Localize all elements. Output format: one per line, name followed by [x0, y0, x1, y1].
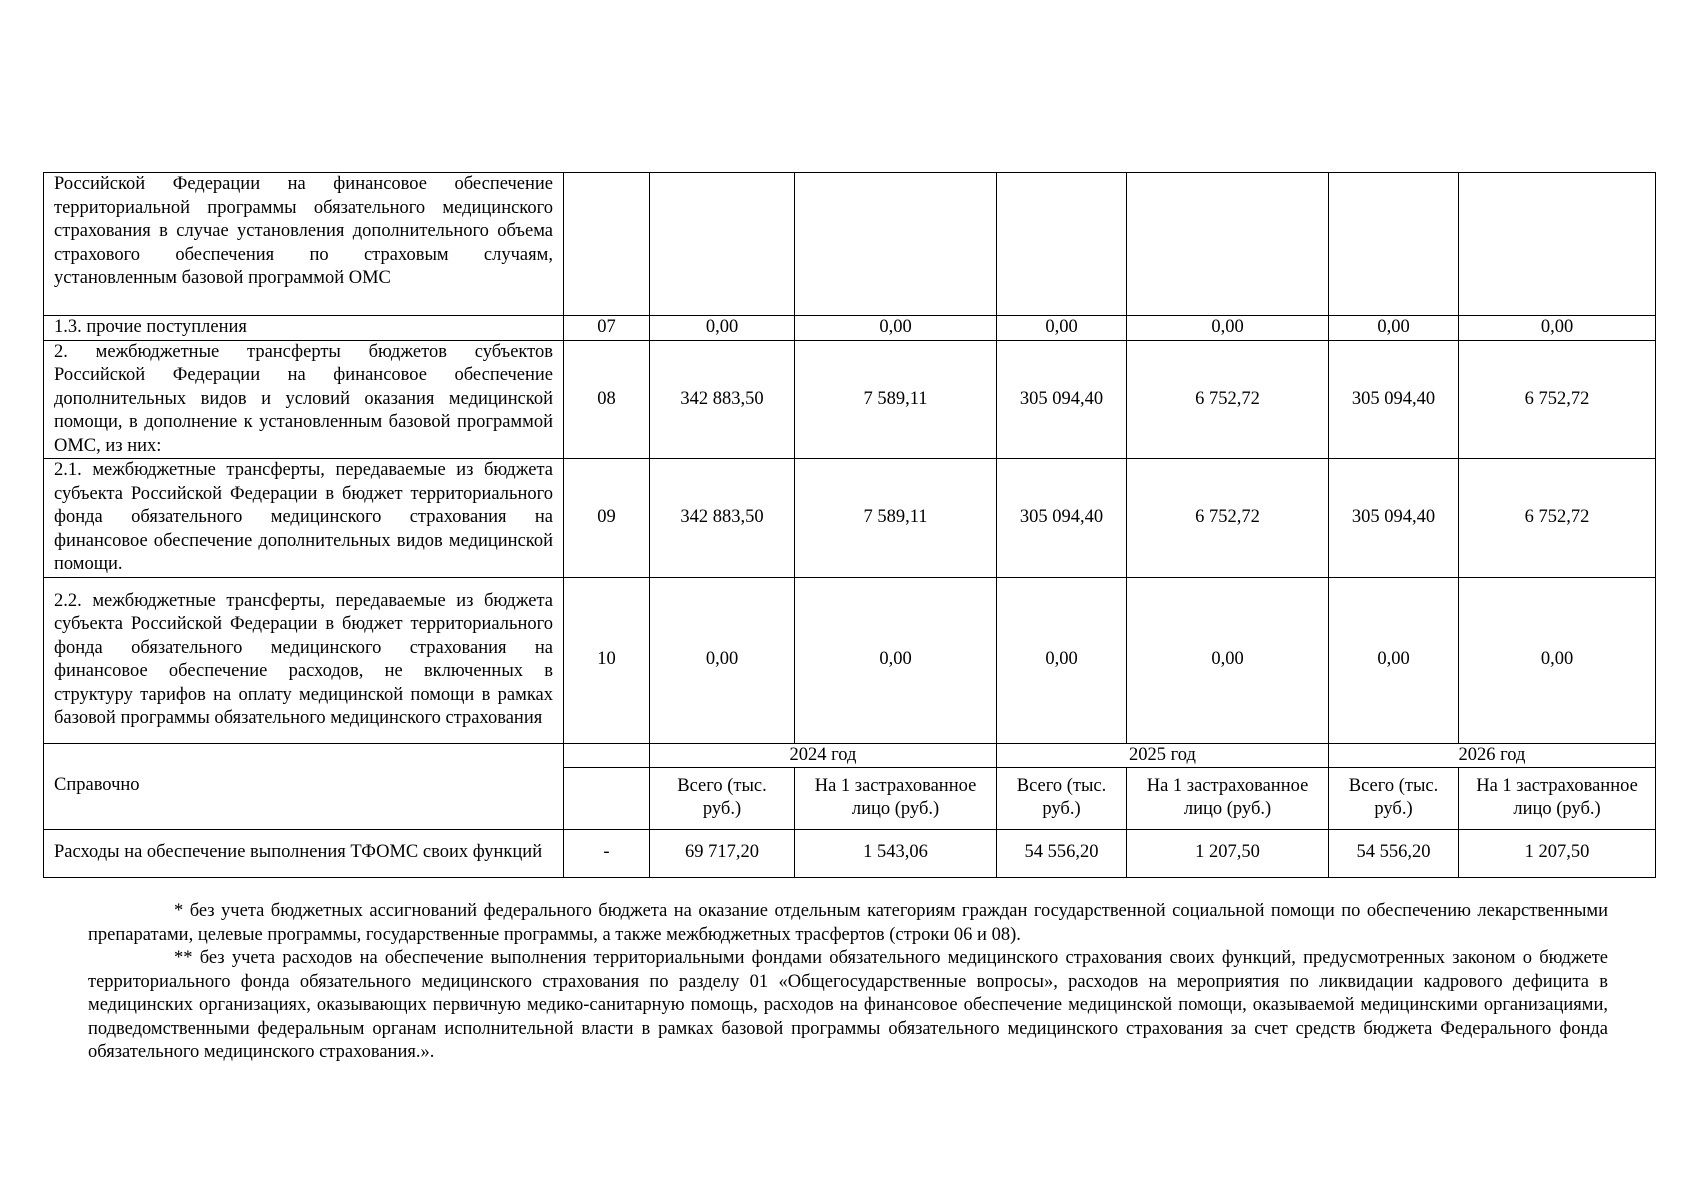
- value-2025-per-person: 0,00: [1127, 577, 1329, 743]
- header-2026-total: Всего (тыс. руб.): [1329, 767, 1459, 829]
- value-2024-per-person: 7 589,11: [795, 340, 997, 459]
- year-2024-header: 2024 год: [650, 743, 997, 767]
- value-2024-per-person: 0,00: [795, 577, 997, 743]
- value-2024-per-person: 7 589,11: [795, 459, 997, 578]
- value-2025-total: 305 094,40: [997, 340, 1127, 459]
- table-row-09: [44, 459, 1656, 578]
- header-2025-total: Всего (тыс. руб.): [997, 767, 1127, 829]
- footnote-1: * без учета бюджетных ассигнований федерального бюджета на оказание отдельным категориям граждан государственной социальной помощи по обеспечению лекарственными препаратами, целевые программы, государственные программы, а также межбюджетных трасфертов (строки 06 и 08).: [88, 901, 1608, 945]
- value-2024-total: 0,00: [650, 577, 795, 743]
- header-2025-per-person: На 1 застрахованное лицо (руб.): [1127, 767, 1329, 829]
- row-code: 09: [564, 459, 650, 578]
- value-2026-per-person: 1 207,50: [1459, 829, 1656, 877]
- value-2026-total: 305 094,40: [1329, 340, 1459, 459]
- table-row-08: [44, 340, 1656, 459]
- value-2025-per-person: 6 752,72: [1127, 459, 1329, 578]
- row-description: Расходы на обеспечение выполнения ТФОМС своих функций: [44, 829, 564, 877]
- value-2026-per-person: 6 752,72: [1459, 459, 1656, 578]
- row-description: 2.1. межбюджетные трансферты, передаваемые из бюджета субъекта Российской Федерации в бюджет территориального фонда обязательного медицинского страхования на финансовое обеспечение дополнительных видов медицинской помощи.: [44, 459, 564, 578]
- header-2026-per-person: На 1 застрахованное лицо (руб.): [1459, 767, 1656, 829]
- row-description: 2.2. межбюджетные трансферты, передаваемые из бюджета субъекта Российской Федерации в бюджет территориального фонда обязательного медицинского страхования на финансовое обеспечение расходов, не включенных в структуру тарифов на оплату медицинской помощи в рамках базовой программы обязательного медицинского страхования: [44, 577, 564, 743]
- row-description: 1.3. прочие поступления: [44, 316, 564, 341]
- value-2024-total: 342 883,50: [650, 340, 795, 459]
- header-2024-per-person: На 1 застрахованное лицо (руб.): [795, 767, 997, 829]
- table-row-07: [44, 316, 1656, 341]
- row-description: 2. межбюджетные трансферты бюджетов субъектов Российской Федерации на финансовое обеспечение дополнительных видов и условий оказания медицинской помощи, в дополнение к установленным базовой программой ОМС, из них:: [44, 340, 564, 459]
- value-2026-per-person: 6 752,72: [1459, 340, 1656, 459]
- year-2026-header: 2026 год: [1329, 743, 1656, 767]
- reference-year-row: [44, 743, 1656, 767]
- table-row-tfoms-expenses: [44, 829, 1656, 877]
- reference-label: Справочно: [44, 743, 564, 829]
- value-2025-per-person: 0,00: [1127, 316, 1329, 341]
- table-row-10: [44, 577, 1656, 743]
- value-2024-total: 0,00: [650, 316, 795, 341]
- value-2026-total: 0,00: [1329, 577, 1459, 743]
- footnote-2: ** без учета расходов на обеспечение выполнения территориальными фондами обязательного медицинского страхования своих функций, предусмотренных законом о бюджете территориального фонда обязательного медицинского страхования по разделу 01 «Общегосударственные вопросы», расходов на мероприятия по ликвидации кадрового дефицита в медицинских организациях, оказывающих первичную медико-санитарную помощь, расходов на финансовое обеспечение медицинской помощи, оказываемой медицинскими организациями, подведомственными федеральным органам исполнительной власти в рамках базовой программы обязательного медицинского страхования за счет средств бюджета Федерального фонда обязательного медицинского страхования.».: [88, 948, 1608, 1062]
- row-description: Российской Федерации на финансовое обеспечение территориальной программы обязательного медицинского страхования в случае установления дополнительного объема страхового обеспечения по страховым случаям, установленным базовой программой ОМС: [44, 173, 564, 316]
- value-2025-total: 0,00: [997, 316, 1127, 341]
- footnotes: [88, 900, 1608, 1065]
- value-2024-total: 69 717,20: [650, 829, 795, 877]
- value-2024-total: 342 883,50: [650, 459, 795, 578]
- value-2026-per-person: 0,00: [1459, 316, 1656, 341]
- row-code: 08: [564, 340, 650, 459]
- value-2026-total: 0,00: [1329, 316, 1459, 341]
- row-code: 07: [564, 316, 650, 341]
- header-2024-total: Всего (тыс. руб.): [650, 767, 795, 829]
- table-row-continued: [44, 173, 1656, 316]
- value-2026-total: 305 094,40: [1329, 459, 1459, 578]
- finance-table: [43, 172, 1656, 878]
- value-2024-per-person: 0,00: [795, 316, 997, 341]
- row-code: -: [564, 829, 650, 877]
- value-2026-per-person: 0,00: [1459, 577, 1656, 743]
- value-2025-total: 305 094,40: [997, 459, 1127, 578]
- value-2026-total: 54 556,20: [1329, 829, 1459, 877]
- value-2025-total: 54 556,20: [997, 829, 1127, 877]
- value-2025-per-person: 1 207,50: [1127, 829, 1329, 877]
- value-2024-per-person: 1 543,06: [795, 829, 997, 877]
- value-2025-per-person: 6 752,72: [1127, 340, 1329, 459]
- row-code: 10: [564, 577, 650, 743]
- value-2025-total: 0,00: [997, 577, 1127, 743]
- year-2025-header: 2025 год: [997, 743, 1329, 767]
